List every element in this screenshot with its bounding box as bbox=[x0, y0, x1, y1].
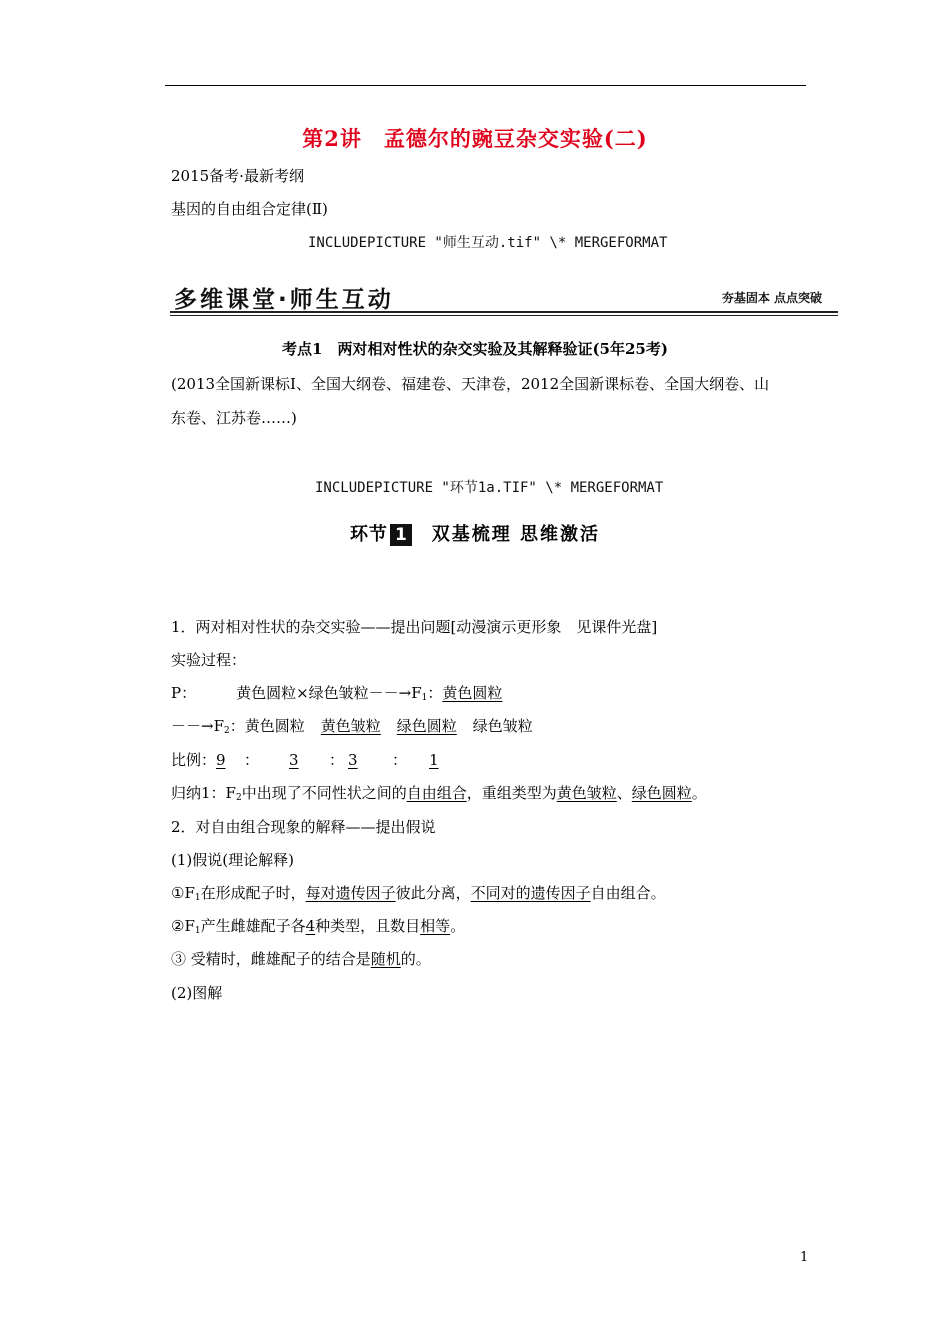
section-banner bbox=[170, 280, 838, 316]
ratio-value: 3 bbox=[289, 751, 299, 769]
header-rule bbox=[165, 85, 806, 86]
ratio-value: 3 bbox=[348, 751, 358, 769]
p-label: P： bbox=[171, 684, 197, 702]
process-label: 实验过程： bbox=[171, 651, 247, 669]
f2-type: 黄色圆粒 bbox=[244, 717, 305, 735]
f2-subscript: 2 bbox=[223, 726, 230, 736]
exam-sources-line2: 东卷、江苏卷……) bbox=[171, 409, 297, 427]
f1-result: 黄色圆粒 bbox=[442, 684, 503, 702]
f2-type: 绿色皱粒 bbox=[472, 717, 533, 735]
answer-blank: 相等 bbox=[420, 917, 451, 935]
hypothesis-heading: (1)假说(理论解释) bbox=[171, 851, 294, 869]
banner-subtitle: 夯基固本 点点突破 bbox=[721, 291, 822, 305]
p-cross: 黄色圆粒×绿色皱粒－－→F bbox=[236, 684, 422, 702]
hypothesis-point-1: $①F_1$在形成配子时，每对遗传因子彼此分离，不同对的遗传因子自由组合。 bbox=[171, 884, 666, 903]
section-subtitle: 双基梳理 思维激活 bbox=[431, 524, 601, 545]
answer-blank: 不同对的遗传因子 bbox=[470, 884, 591, 902]
item-1-heading: 1．两对相对性状的杂交实验——提出问题[动漫演示更形象 见课件光盘] bbox=[171, 618, 658, 636]
banner-rule bbox=[170, 311, 838, 313]
include-picture-field: INCLUDEPICTURE "环节1a.TIF" \* MERGEFORMAT bbox=[315, 480, 664, 496]
section-heading bbox=[0, 520, 950, 546]
answer-blank: 绿色圆粒 bbox=[631, 784, 692, 802]
f2-line: $--\to F_2$：黄色圆粒 黄色皱粒 绿色圆粒 绿色皱粒 bbox=[171, 717, 533, 736]
banner-rule-thin bbox=[170, 315, 838, 316]
ratio-line: 比例：9 ： 3 ： 3 ： 1 bbox=[171, 749, 447, 770]
answer-blank: 自由组合 bbox=[406, 784, 467, 802]
answer-blank: 随机 bbox=[370, 950, 401, 968]
answer-blank: 每对遗传因子 bbox=[305, 884, 396, 902]
hypothesis-point-2: $②F_1$产生雌雄配子各4种类型，且数目相等。 bbox=[171, 917, 466, 936]
ratio-label: 比例： bbox=[171, 751, 217, 769]
ratio-value: 9 bbox=[216, 751, 226, 769]
item-2-heading: 2．对自由组合现象的解释——提出假说 bbox=[171, 818, 436, 836]
exam-sources-line1: (2013全国新课标Ⅰ、全国大纲卷、福建卷、天津卷，2012全国新课标卷、全国大纲卷、山 bbox=[171, 375, 770, 393]
summary-1: 归纳1：$F_2$中出现了不同性状之间的自由组合，重组类型为黄色皱粒、绿色圆粒。 bbox=[171, 784, 707, 803]
answer-blank: 4 bbox=[305, 917, 316, 935]
f1-subscript: 1 bbox=[421, 693, 428, 703]
section-number: 1 bbox=[390, 524, 412, 546]
ratio-value: 1 bbox=[429, 751, 439, 769]
diagram-label: (2)图解 bbox=[171, 984, 223, 1002]
f2-type: 绿色圆粒 bbox=[396, 717, 457, 735]
f2-arrow: －－→F bbox=[171, 717, 224, 735]
syllabus-item: 基因的自由组合定律(Ⅱ) bbox=[171, 200, 328, 218]
hypothesis-point-3: ③ 受精时，雌雄配子的结合是随机的。 bbox=[171, 950, 431, 968]
include-picture-field: INCLUDEPICTURE "师生互动.tif" \* MERGEFORMAT bbox=[308, 235, 668, 251]
f2-type: 黄色皱粒 bbox=[320, 717, 381, 735]
page-number: 1 bbox=[800, 1250, 809, 1265]
kaodian-heading: 考点1 两对相对性状的杂交实验及其解释验证(5年25考) bbox=[282, 340, 668, 358]
parent-cross-line: P： 黄色圆粒×绿色皱粒$--\to F_1$：黄色圆粒 bbox=[171, 684, 503, 703]
page-title: 第2讲 孟德尔的豌豆杂交实验(二) bbox=[302, 126, 648, 151]
exam-label: 2015备考·最新考纲 bbox=[171, 167, 304, 185]
banner-title: 多维课堂·师生互动 bbox=[174, 287, 394, 313]
answer-blank: 黄色皱粒 bbox=[556, 784, 617, 802]
section-word: 环节 bbox=[349, 524, 388, 545]
